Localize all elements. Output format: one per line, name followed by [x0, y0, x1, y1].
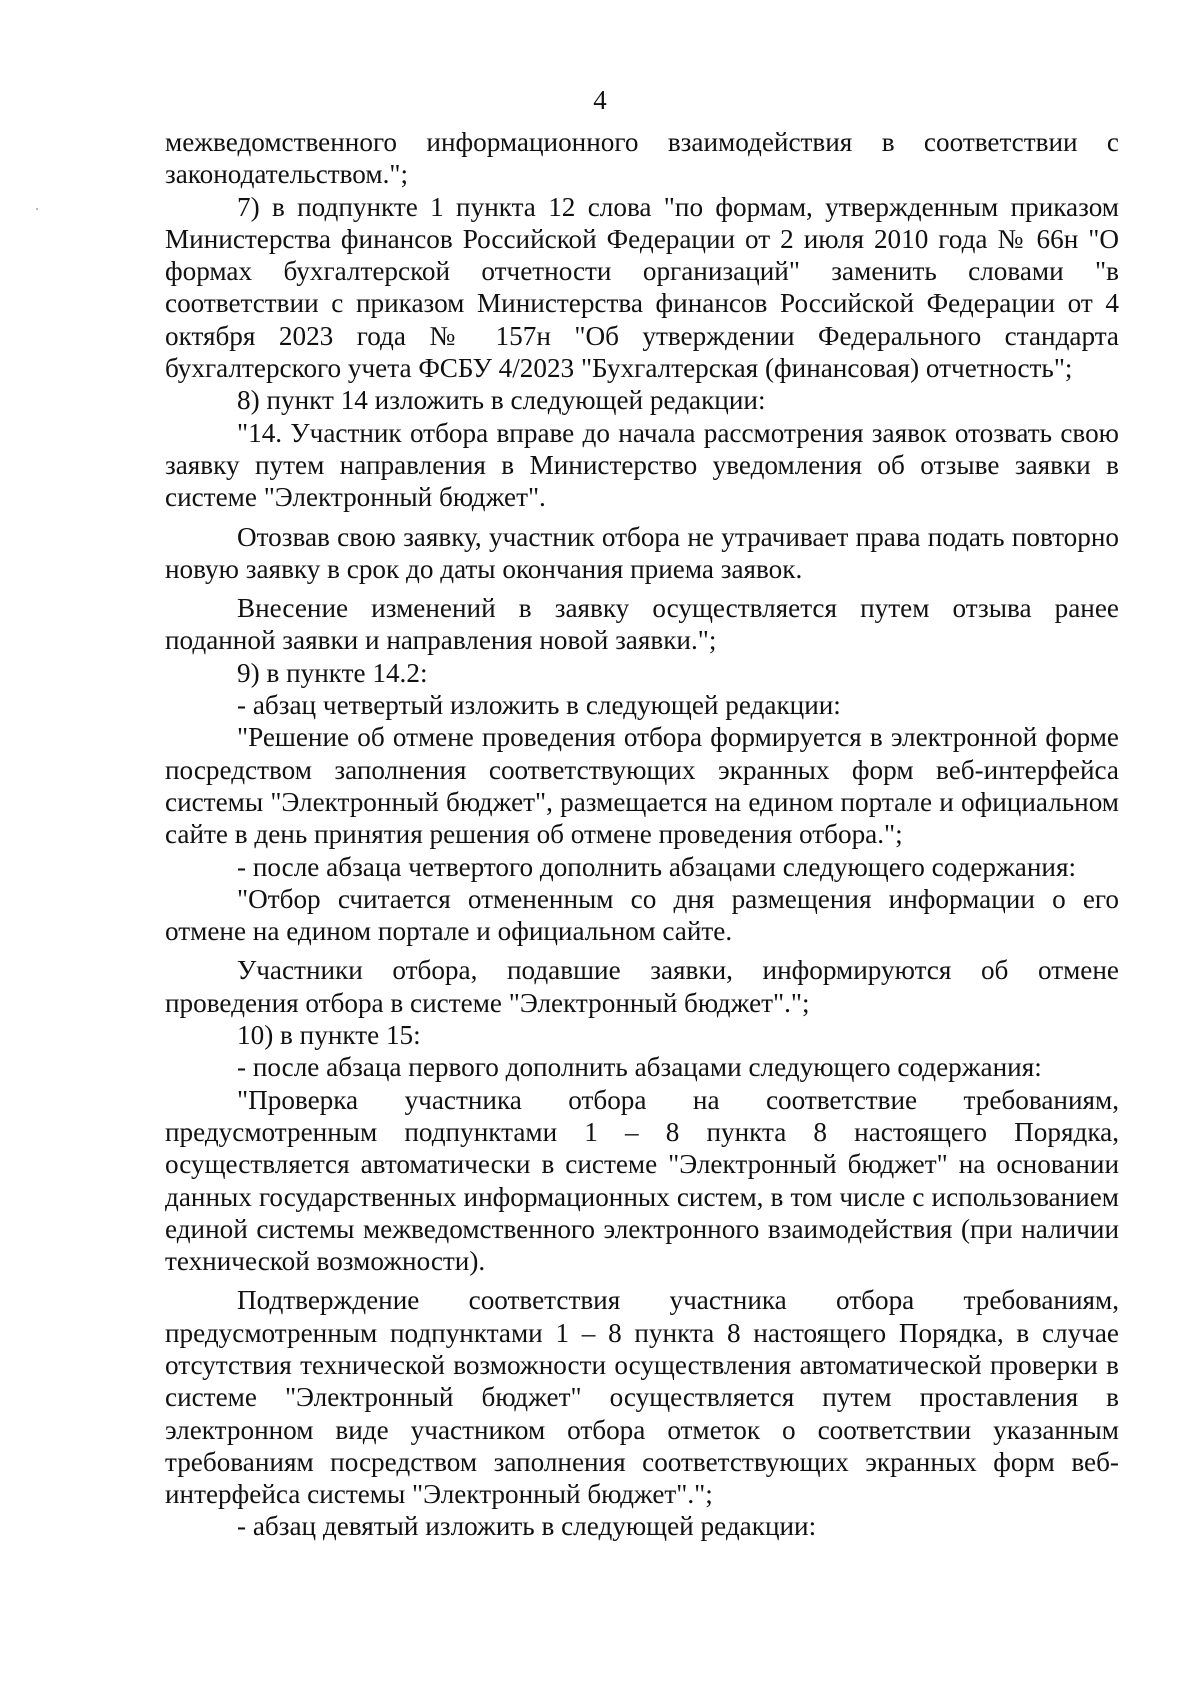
- document-body: [165, 126, 1119, 1543]
- paragraph-after-abzac-1: - после абзаца первого дополнить абзацами следующего содержания:: [237, 1052, 1042, 1083]
- paragraph-item-7: 7) в подпункте 1 пункта 12 слова "по формам, утвержденным приказом Министерства финансов Российской Федерации от 2 июля 2010 года № 66н "О формах бухгалтерской отчетности организаций" заменить словами "в соответствии с приказом Министерства финансов Российской Федерации от 4 октября 2023 года № 157н "Об утверждении Федерального стандарта бухгалтерского учета ФСБУ 4/2023 "Бухгалтерская (финансовая) отчетность";: [165, 191, 1119, 384]
- paragraph-changes: Внесение изменений в заявку осуществляется путем отзыва ранее поданной заявки и направления новой заявки.";: [165, 593, 1119, 656]
- scan-speck: [36, 208, 38, 210]
- paragraph-check: "Проверка участника отбора на соответствие требованиям, предусмотренным подпунктами 1 – 8 пункта 8 настоящего Порядка, осуществляется автоматически в системе "Электронный бюджет" на основании данных государственных информационных систем, в том числе с использованием единой системы межведомственного электронного взаимодействия (при наличии технической возможности).: [165, 1084, 1119, 1277]
- paragraph-item-9: 9) в пункте 14.2:: [237, 657, 428, 688]
- paragraph-continuation: межведомственного информационного взаимодействия в соответствии с законодательством.";: [165, 127, 1119, 190]
- paragraph-withdraw: Отозвав свою заявку, участник отбора не утрачивает права подать повторно новую заявку в срок до даты окончания приема заявок.: [165, 521, 1119, 584]
- page-number: 4: [593, 85, 607, 115]
- paragraph-cancel-decision: "Решение об отмене проведения отбора формируется в электронной форме посредством заполнения соответствующих экранных форм веб-интерфейса системы "Электронный бюджет", размещается на едином портале и официальном сайте в день принятия решения об отмене проведения отбора.";: [165, 722, 1119, 850]
- paragraph-abzac-4: - абзац четвертый изложить в следующей редакции:: [237, 690, 841, 721]
- paragraph-cancelled: "Отбор считается отмененным со дня размещения информации о его отмене на едином портале и официальном сайте.: [165, 883, 1119, 947]
- paragraph-confirmation: Подтверждение соответствия участника отбора требованиям, предусмотренным подпунктами 1 – 8 пункта 8 настоящего Порядка, в случае отсутствия технической возможности осуществления автоматической проверки в системе "Электронный бюджет" осуществляется путем проставления в электронном виде участником отбора отметок о соответствии указанным требованиям посредством заполнения соответствующих экранных форм веб-интерфейса системы "Электронный бюджет".";: [165, 1285, 1119, 1510]
- paragraph-participants-informed: Участники отбора, подавшие заявки, информируются об отмене проведения отбора в системе "Электронный бюджет".";: [165, 955, 1119, 1018]
- paragraph-item-8: 8) пункт 14 изложить в следующей редакции:: [237, 385, 766, 416]
- paragraph-item-10: 10) в пункте 15:: [237, 1020, 421, 1051]
- paragraph-after-abzac-4: - после абзаца четвертого дополнить абзацами следующего содержания:: [237, 851, 1077, 882]
- paragraph-abzac-9: - абзац девятый изложить в следующей редакции:: [237, 1511, 817, 1542]
- paragraph-quote-14: "14. Участник отбора вправе до начала рассмотрения заявок отозвать свою заявку путем направления в Министерство уведомления об отзыве заявки в системе "Электронный бюджет".: [165, 417, 1119, 513]
